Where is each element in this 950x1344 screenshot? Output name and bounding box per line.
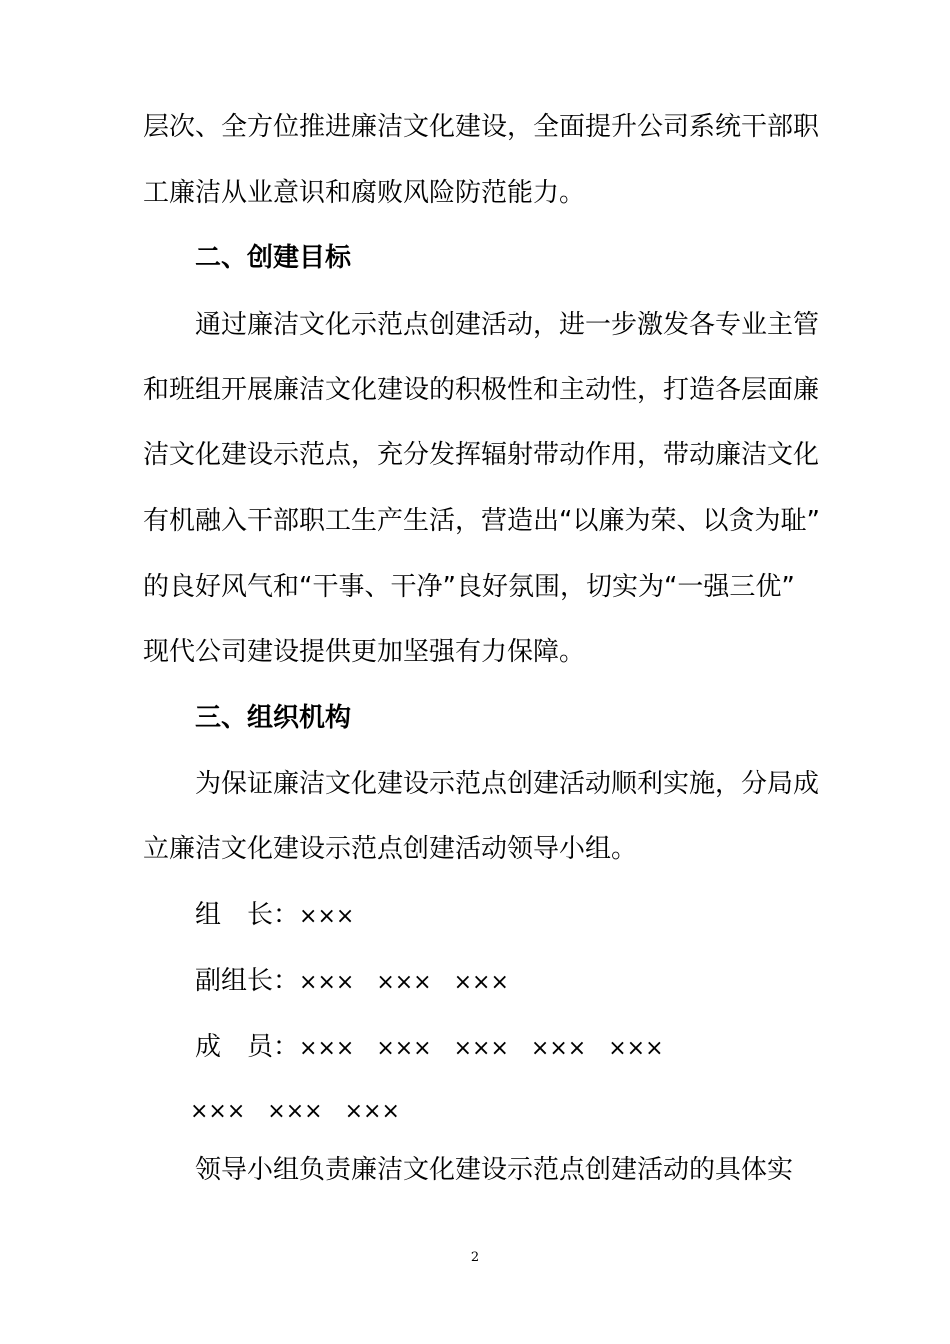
body-text-line: 工廉洁从业意识和腐败风险防范能力。 — [143, 178, 586, 208]
section-heading-goals: 二、创建目标 — [195, 243, 352, 273]
member-row-continued: ××× ××× ××× — [190, 1099, 400, 1124]
body-text-line: 为保证廉洁文化建设示范点创建活动顺利实施，分局成 — [195, 769, 820, 799]
body-text-line: 立廉洁文化建设示范点创建活动领导小组。 — [143, 834, 638, 864]
body-text-line: 现代公司建设提供更加坚强有力保障。 — [143, 637, 586, 667]
member-names: ××× ××× ××× ××× ××× — [299, 1036, 664, 1061]
member-row — [195, 1027, 664, 1067]
body-text-line: 通过廉洁文化示范点创建活动，进一步激发各专业主管 — [195, 310, 820, 340]
body-text-line: 有机融入干部职工生产生活，营造出“以廉为荣、以贪为耻” — [143, 506, 820, 536]
leader-row — [195, 895, 354, 935]
deputy-names: ××× ××× ××× — [299, 970, 509, 995]
body-text-line: 洁文化建设示范点，充分发挥辐射带动作用，带动廉洁文化 — [143, 440, 820, 470]
member-label: 成 员： — [195, 1032, 300, 1062]
page-number: 2 — [470, 1250, 480, 1265]
body-text-line: 层次、全方位推进廉洁文化建设，全面提升公司系统干部职 — [143, 112, 820, 142]
body-text-line: 的良好风气和“干事、干净”良好氛围，切实为“一强三优” — [143, 572, 795, 602]
deputy-leader-row — [195, 961, 509, 1001]
leader-label: 组 长： — [195, 900, 300, 930]
deputy-label: 副组长： — [195, 966, 300, 996]
section-heading-organization: 三、组织机构 — [195, 703, 352, 733]
body-text-line: 领导小组负责廉洁文化建设示范点创建活动的具体实 — [195, 1155, 794, 1185]
leader-names: ××× — [299, 904, 355, 929]
body-text-line: 和班组开展廉洁文化建设的积极性和主动性，打造各层面廉 — [143, 375, 820, 405]
